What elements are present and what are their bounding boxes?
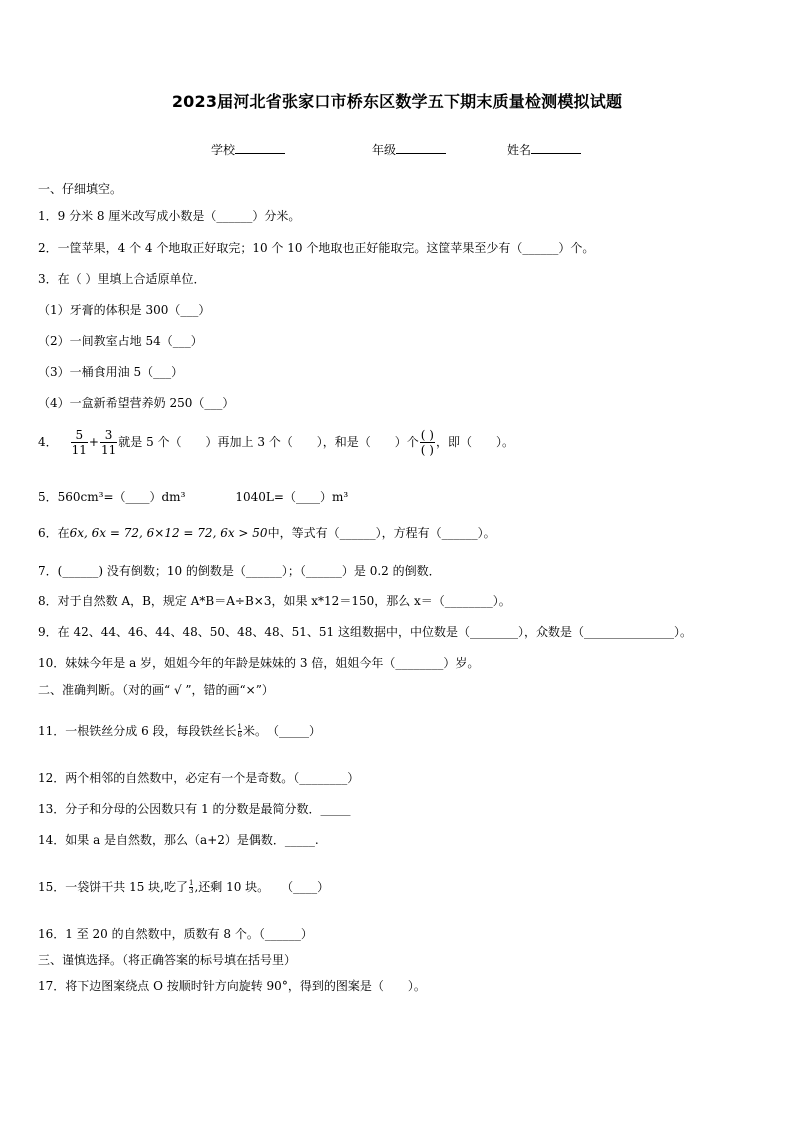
question-2: 2．一筐苹果，4 个 4 个地取正好取完；10 个 10 个地取也正好能取完。这筐苹果至少有（______）个。: [38, 241, 595, 255]
question-6: [38, 526, 496, 540]
section-heading-2: 二、准确判断。（对的画“ √ ”，错的画“×”）: [38, 683, 274, 697]
question-4-tail: ，即（ ）。: [435, 435, 514, 449]
question-3-2: （2）一间教室占地 54（___）: [38, 334, 203, 348]
question-3: 3．在（ ）里填上合适原单位．: [38, 272, 206, 286]
name-label: 姓名: [507, 143, 532, 157]
question-15: [38, 880, 329, 895]
section-heading-1: 一、仔细填空。: [38, 182, 123, 196]
fraction-numerator: 3: [100, 428, 117, 443]
name-field[interactable]: [507, 141, 581, 158]
page-title: 2023届河北省张家口市桥东区数学五下期末质量检测模拟试题: [171, 92, 623, 111]
school-label: 学校: [211, 143, 236, 157]
question-4: [38, 428, 514, 457]
question-1: 1．9 分米 8 厘米改写成小数是（______）分米。: [38, 209, 301, 223]
question-17: 17．将下边图案绕点 O 按顺时针方向旋转 90°，得到的图案是（ ）。: [38, 979, 426, 993]
question-15-lead: 15．一袋饼干共 15 块,吃了: [38, 880, 188, 894]
fraction-denominator: 3: [188, 887, 194, 895]
question-4-text: 就是 5 个（ ）再加上 3 个（ ），和是（ ）个: [118, 435, 419, 449]
fraction-blank-denominator[interactable]: ( ): [420, 443, 434, 457]
grade-blank[interactable]: [396, 142, 446, 154]
fraction-1-3: [189, 880, 193, 895]
question-11: [38, 724, 321, 739]
question-9: 9．在 42、44、46、44、48、50、48、48、51、51 这组数据中，中位数是（________），众数是（_______________）。: [38, 625, 692, 639]
plus-sign: +: [88, 435, 99, 449]
fraction-1-6: [238, 724, 242, 739]
question-11-tail: 米。 （_____）: [243, 724, 322, 738]
question-14: 14．如果 a 是自然数，那么（a+2）是偶数．_____.: [38, 833, 319, 847]
question-15-tail: ,还剩 10 块。 （____）: [194, 880, 330, 894]
fraction-blank-numerator[interactable]: ( ): [420, 428, 434, 442]
fraction-3-11: [100, 428, 117, 457]
question-3-4: （4）一盒新希望营养奶 250（___）: [38, 396, 235, 410]
question-3-1: （1）牙膏的体积是 300（___）: [38, 303, 211, 317]
name-blank[interactable]: [531, 142, 581, 154]
fraction-blank[interactable]: [420, 428, 435, 457]
question-6-lead: 6．在: [38, 526, 70, 540]
question-7: 7．(______) 没有倒数；10 的倒数是（______）；（______）是 0.2 的倒数．: [38, 564, 441, 578]
question-13: 13．分子和分母的公因数只有 1 的分数是最简分数．_____: [38, 802, 351, 816]
fraction-denominator: 11: [100, 443, 117, 457]
question-16: 16．1 至 20 的自然数中，质数有 8 个。（______）: [38, 927, 313, 941]
question-8: 8．对于自然数 A，B，规定 A*B＝A÷B×3，如果 x*12＝150，那么 x＝（________）。: [38, 594, 511, 608]
fraction-numerator: 1: [188, 879, 194, 887]
question-6-math: 6x, 6x = 72, 6×12 = 72, 6x > 50: [69, 526, 268, 540]
question-5: [38, 490, 348, 504]
fraction-numerator: 5: [71, 428, 88, 443]
question-6-tail: 中，等式有（______），方程有（______）。: [267, 526, 496, 540]
question-10: 10．妹妹今年是 a 岁，姐姐今年的年龄是妹妹的 3 倍，姐姐今年（________）岁。: [38, 656, 480, 670]
school-field[interactable]: [211, 141, 285, 158]
question-3-3: （3）一桶食用油 5（___）: [38, 365, 184, 379]
section-heading-3: 三、谨慎选择。（将正确答案的标号填在括号里）: [38, 953, 297, 967]
question-5-part-a: 5．560cm³=（____）dm³: [38, 490, 186, 504]
fraction-denominator: 11: [71, 443, 87, 457]
grade-field[interactable]: [372, 141, 446, 158]
question-12: 12．两个相邻的自然数中，必定有一个是奇数。（________）: [38, 771, 360, 785]
grade-label: 年级: [372, 143, 397, 157]
fraction-numerator: 1: [237, 723, 243, 731]
question-5-part-b: 1040L=（____）m³: [235, 490, 349, 504]
fraction-5-11: [71, 428, 88, 457]
school-blank[interactable]: [235, 142, 285, 154]
fraction-denominator: 6: [237, 731, 243, 739]
question-11-lead: 11．一根铁丝分成 6 段，每段铁丝长: [38, 724, 237, 738]
question-4-number: 4．: [38, 435, 58, 449]
